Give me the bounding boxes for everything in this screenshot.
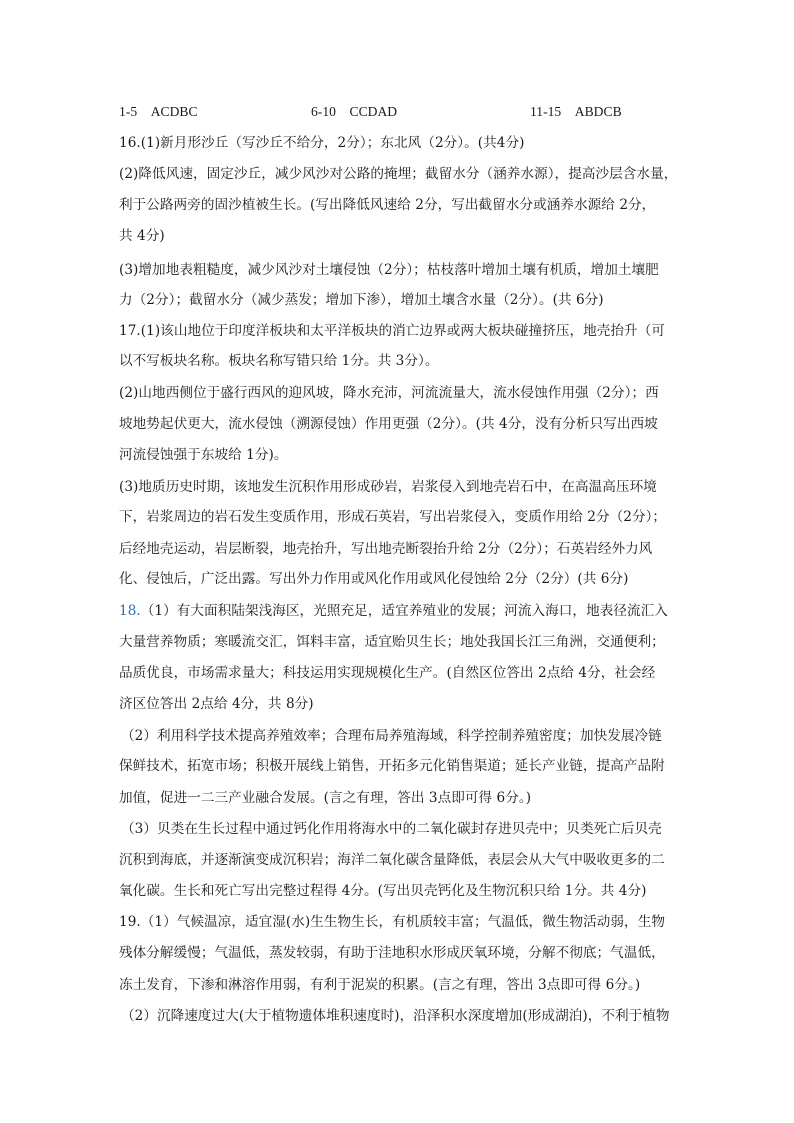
q18-line: 沉积到海底，并逐渐演变成沉积岩；海洋二氧化碳含量降低，表层会从大气中吸收更多的二 bbox=[119, 852, 665, 868]
q16-line: 力（2分）；截留水分（减少蒸发；增加下渗），增加土壤含水量（2分）。(共 6分) bbox=[119, 292, 604, 308]
q17-line: 17.(1)该山地位于印度洋板块和太平洋板块的消亡边界或两大板块碰撞挤压，地壳抬升（可 bbox=[119, 323, 665, 339]
q18-line: 加值，促进一二三产业融合发展。(言之有理，答出 3点即可得 6分。) bbox=[119, 790, 532, 806]
mc-answers-1-5: 1-5 ACDBC bbox=[119, 104, 198, 119]
q17-line: 下，岩浆周边的岩石发生变质作用，形成石英岩，写出岩浆侵入，变质作用给 2分（2分）； bbox=[119, 509, 667, 525]
q18-line: 大量营养物质；寒暖流交汇，饵料丰富，适宜贻贝生长；地处我国长江三角洲，交通便利； bbox=[119, 634, 665, 650]
mc-answers-6-10: 6-10 CCDAD bbox=[311, 104, 398, 119]
q17-line: 坡地势起伏更大，流水侵蚀（溯源侵蚀）作用更强（2分）。(共 4分，没有分析只写出西坡 bbox=[119, 416, 658, 432]
q16-line: 利于公路两旁的固沙植被生长。(写出降低风速给 2分，写出截留水分或涵养水源给 2分， bbox=[119, 197, 656, 213]
q18-line: （3）贝类在生长过程中通过钙化作用将海水中的二氧化碳封存进贝壳中；贝类死亡后贝壳 bbox=[121, 821, 662, 837]
q17-line: 以不写板块名称。板块名称写错只给 1分。共 3分）。 bbox=[119, 353, 439, 369]
q18-number: 18. bbox=[119, 603, 141, 619]
q19-line: 冻土发育，下渗和淋溶作用弱，有利于泥炭的积累。(言之有理，答出 3点即可得 6分。) bbox=[119, 977, 641, 993]
q18-line: 品质优良，市场需求量大；科技运用实现规模化生产。(自然区位答出 2点给 4分，社会经 bbox=[119, 665, 656, 681]
q17-line: 河流侵蚀强于东坡给 1分)。 bbox=[119, 447, 288, 463]
q18-line: 氧化碳。生长和死亡写出完整过程得 4分。(写出贝壳钙化及生物沉积只给 1分。共 4分) bbox=[119, 883, 647, 899]
q16-line: (3)增加地表粗糙度，减少风沙对土壤侵蚀（2分）；枯枝落叶增加土壤有机质，增加土壤肥 bbox=[119, 262, 659, 278]
q17-line: 化、侵蚀后，广泛出露。写出外力作用或风化作用或风化侵蚀给 2分（2分）(共 6分) bbox=[119, 571, 629, 587]
q18-line: （2）利用科学技术提高养殖效率；合理布局养殖海域，科学控制养殖密度；加快发展冷链 bbox=[121, 728, 662, 744]
q17-line: (3)地质历史时期，该地发生沉积作用形成砂岩，岩浆侵入到地壳岩石中，在高温高压环境 bbox=[119, 479, 657, 495]
q19-line: 19.（1）气候温凉，适宜湿(水)生生物生长，有机质较丰富；气温低，微生物活动弱，生物 bbox=[119, 914, 665, 930]
q16-line: (2)降低风速，固定沙丘，减少风沙对公路的掩埋；截留水分（涵养水源），提高沙层含水量， bbox=[119, 166, 678, 182]
q19-line: 残体分解缓慢；气温低，蒸发较弱，有助于洼地积水形成厌氧环境，分解不彻底；气温低， bbox=[119, 945, 665, 961]
mc-answers-11-15: 11-15 ABDCB bbox=[530, 104, 622, 119]
q16-line: 16.(1)新月形沙丘（写沙丘不给分，2分）；东北风（2分）。(共4分) bbox=[119, 135, 525, 151]
q18-line: （1）有大面积陆架浅海区，光照充足，适宜养殖业的发展；河流入海口，地表径流汇入 bbox=[140, 603, 668, 619]
q17-line: 后经地壳运动，岩层断裂，地壳抬升，写出地壳断裂抬升给 2分（2分）；石英岩经外力风 bbox=[119, 541, 653, 557]
q18-line: 保鲜技术，拓宽市场；积极开展线上销售，开拓多元化销售渠道；延长产业链，提高产品附 bbox=[119, 758, 665, 774]
q16-line: 共 4分) bbox=[119, 228, 165, 244]
q19-line: （2）沉降速度过大(大于植物遗体堆积速度时)，沿泽积水深度增加(形成湖泊)，不利于植物 bbox=[121, 1008, 670, 1024]
q18-line: 济区位答出 2点给 4分，共 8分) bbox=[119, 696, 314, 712]
q17-line: (2)山地西侧位于盛行西风的迎风坡，降水充沛，河流流量大，流水侵蚀作用强（2分）；西 bbox=[119, 385, 659, 401]
